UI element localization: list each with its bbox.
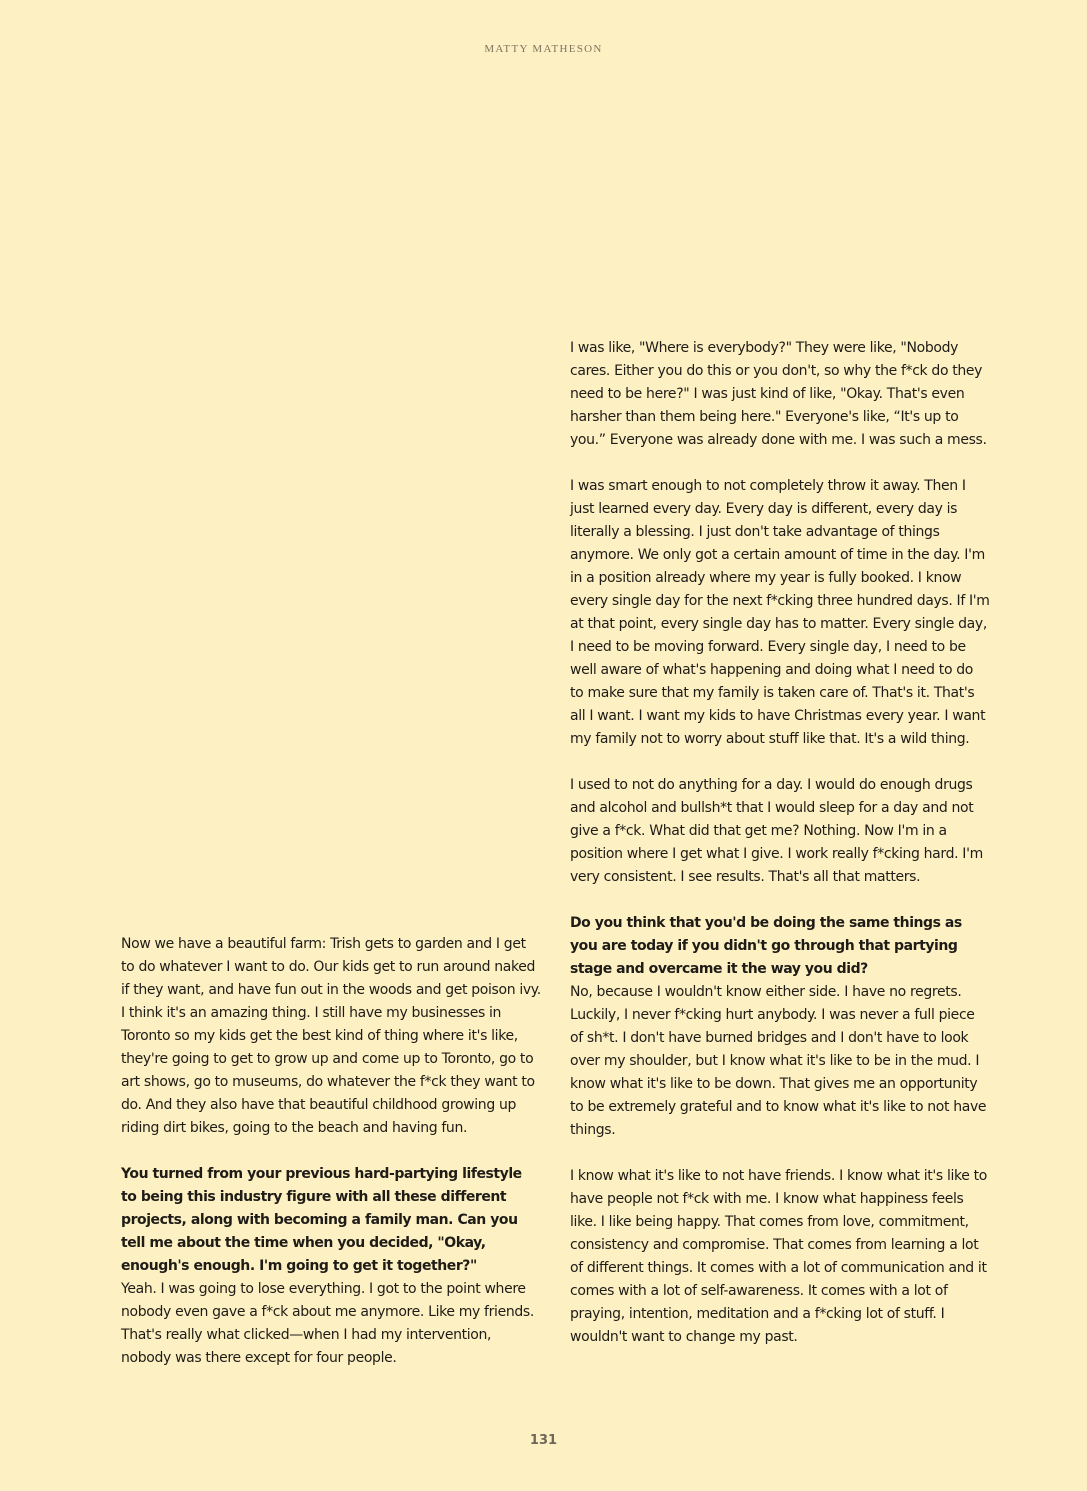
page-number: 131	[529, 1433, 558, 1448]
body-paragraph: I was like, "Where is everybody?" They were like, "Nobody cares. Either you do this or you don't, so why the f*ck do they need to be here?" I was just kind of like, "Okay. That's even harsher than them being here." Everyone's like, “It's up to you.” Everyone was already done with me. I was such a mess.	[570, 340, 987, 448]
left-column	[121, 933, 541, 1370]
body-paragraph: I was smart enough to not completely throw it away. Then I just learned every day. Every day is different, every day is literally a blessing. I just don't take advantage of things anymore. We only got a certain amount of time in the day. I'm in a position already where my year is fully booked. I know every single day for the next f*cking three hundred days. If I'm at that point, every single day has to matter. Every single day, I need to be moving forward. Every single day, I need to be well aware of what's happening and doing what I need to do to make sure that my family is taken care of. That's it. That's all I want. I want my kids to have Christmas every year. I want my family not to worry about stuff like that. It's a wild thing.	[570, 478, 990, 747]
body-paragraph: Now we have a beautiful farm: Trish gets to garden and I get to do whatever I want to do. Our kids get to run around naked if they want, and have fun out in the woods and get poison ivy. I think it's an amazing thing. I still have my businesses in Toronto so my kids get the best kind of thing where it's like, they're going to get to grow up and come up to Toronto, go to art shows, go to museums, do whatever the f*ck they want to do. And they also have that beautiful childhood growing up riding dirt bikes, going to the beach and having fun.	[121, 936, 541, 1136]
right-column	[570, 337, 990, 1349]
running-header: MATTY MATHESON	[484, 43, 603, 55]
interview-answer: Yeah. I was going to lose everything. I got to the point where nobody even gave a f*ck about me anymore. Like my friends. That's really what clicked—when I had my intervention, nobody was there except for four people.	[121, 1281, 534, 1366]
interview-answer: No, because I wouldn't know either side. I have no regrets. Luckily, I never f*cking hurt anybody. I was never a full piece of sh*t. I don't have burned bridges and I don't have to look over my shoulder, but I know what it's like to be in the mud. I know what it's like to be down. That gives me an opportunity to be extremely grateful and to know what it's like to not have things.	[570, 984, 987, 1138]
interview-question: Do you think that you'd be doing the same things as you are today if you didn't go through that partying stage and overcame it the way you did?	[570, 915, 962, 977]
body-paragraph: I know what it's like to not have friends. I know what it's like to have people not f*ck with me. I know what happiness feels like. I like being happy. That comes from love, commitment, consistency and compromise. That comes from learning a lot of different things. It comes with a lot of communication and it comes with a lot of self-awareness. It comes with a lot of praying, intention, meditation and a f*cking lot of stuff. I wouldn't want to change my past.	[570, 1168, 988, 1345]
interview-question: You turned from your previous hard-partying lifestyle to being this industry figure with all these different projects, along with becoming a family man. Can you tell me about the time when you decided, "Okay, enough's enough. I'm going to get it together?"	[121, 1166, 522, 1274]
body-paragraph: I used to not do anything for a day. I would do enough drugs and alcohol and bullsh*t that I would sleep for a day and not give a f*ck. What did that get me? Nothing. Now I'm in a position where I get what I give. I work really f*cking hard. I'm very consistent. I see results. That's all that matters.	[570, 777, 983, 885]
